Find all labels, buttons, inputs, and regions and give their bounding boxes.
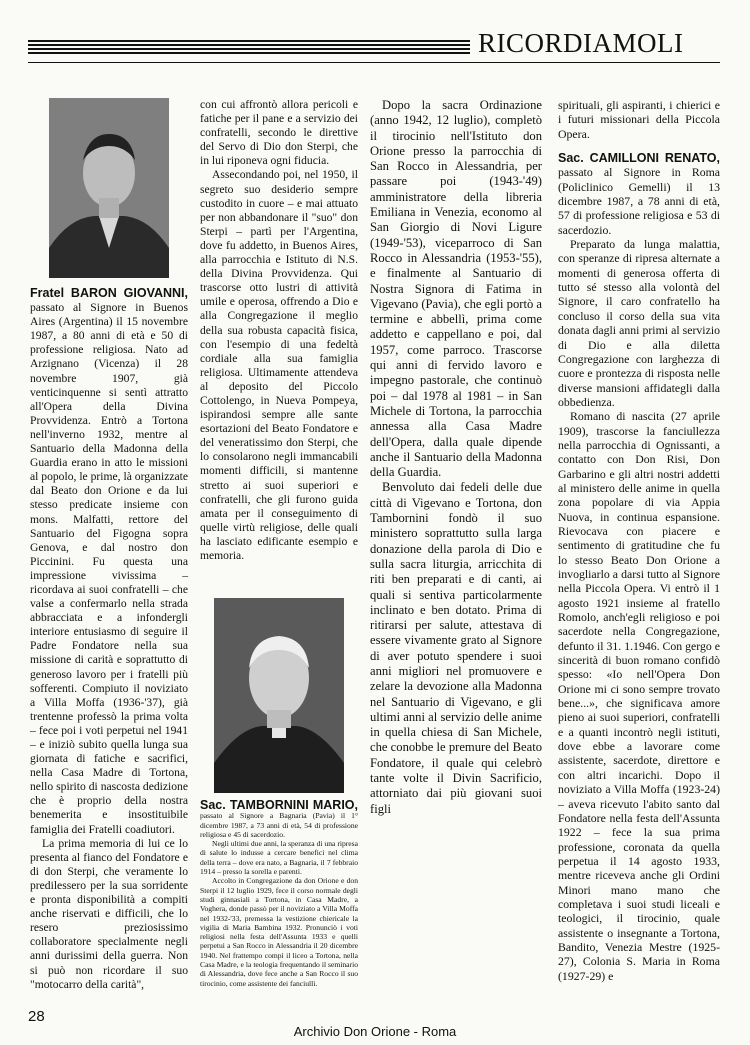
page-number: 28 <box>28 1008 45 1025</box>
portrait-photo-icon <box>49 98 169 278</box>
obituary-paragraph: Assecondando poi, nel 1950, il segreto suo desiderio sempre custodito in cuore – e mai attuato per non abbandonare il "suo" don Sterpi – partì per l'Argentina, dove fu addetto, in Buenos Aires, alla parrocchia e Istituto di N.S. della Divina Provvidenza. Qui trascorse otto lustri di attività umile e operosa, offrendo a Dio e alla Congregazione il meglio della sua robusta capacità fisica, con l'esempio di una fedeltà cordiale alla sua famiglia religiosa. Ultimamente attendeva al deposito del Piccolo Cottolengo, in Nueva Pompeya, ispirandosi sempre alle sante esortazioni del Beato Fondatore e del veneratissimo don Sterpi, che lo consolarono negli immancabili momenti difficili, si mantenne stretto ai suoi superiori e confratelli, che gli furono guida amata per il conseguimento di quelle virtù religiose, delle quali ha lasciato edificante esempio e memoria. <box>200 168 358 562</box>
obituary-paragraph: Dopo la sacra Ordinazione (anno 1942, 12 luglio), completò il tirocinio nell'Istituto don Orione presso la parrocchia di San Rocco in Alessandria, per passare poi (1943-'49) amministratore della libreria Emiliana in Venezia, economo al San Giorgio di Novi Ligure (1949-'53), viceparroco di San Rocco in Alessandria (1953-'55), e finalmente al Santuario di Nostra Signora di Fatima in Vigevano (Pavia), che egli portò a termine e abbellì, prima come addetto e cappellano e poi, dal 1957, come parroco. Trascorse qui anni di fervido lavoro e impegno pastorale, che continuò poi – dal 1978 al 1981 – in San Michele di Tortona, la parrocchia annessa alla Casa Madre dell'Opera, dalla quale dipende anche il Santuario della Madonna della Guardia. <box>370 98 542 480</box>
header-underline <box>28 62 720 63</box>
obituary-paragraph: Benvoluto dai fedeli delle due città di Vigevano e Tortona, don Tambornini fondò il suo ministero soprattutto sulla larga donazione della parola di Dio e sulla sacra liturgia, arricchita di riti ben preparati e di canti, ai quali si sentiva particolarmente inclinato e ben dotato. Prima di ritirarsi per salute, attestava di essere vivamente grato al Signore di aver potuto spendere i suoi anni migliori nel promuovere e zelare la devozione alla Madonna nel Santuario di Vigevano, e gli ultimi anni al servizio delle anime in quella chiesa di San Michele, che conobbe le premure del Beato Fondatore, il quale qui celebrò tante volte il Divin Sacrificio, attorniato dai più giovani suoi figli <box>370 480 542 816</box>
obituary-paragraph: con cui affrontò allora pericoli e fatiche per il pane e a servizio dei confratelli, secondo le direttive del Servo di Dio don Sterpi, che in lui riponeva ogni fiducia. <box>200 98 358 168</box>
column-1 <box>30 98 188 992</box>
obituary-paragraph: Accolto in Congregazione da don Orione e don Sterpi il 12 luglio 1929, fece il corso normale degli studi ginnasiali a Tortona, in Casa Madre, a Voghera, donde passò per il noviziato a Villa Moffa nel 1932-'33, premessa la vestizione chiericale la vigilia di Maria Bambina 1932. Pronunciò i voti religiosi nella festa dell'Assunta 1933 e quelli perpetui a San Rocco in Alessandria il 20 dicembre 1940. Nel frattempo compì il liceo a Tortona, nella Casa Madre, e la teologia frequentando il seminario di Alessandria, dove fece anche a San Rocco il suo tirocinio, come assistente dei fanciulli. <box>200 876 358 988</box>
obituary-paragraph: spirituali, gli aspiranti, i chierici e i futuri missionari della Piccola Opera. <box>558 98 720 141</box>
archive-footer: Archivio Don Orione - Roma <box>293 1024 457 1039</box>
obituary-text: passato al Signore a Bagnaria (Pavia) il 1° dicembre 1987, a 73 anni di età, 54 di professione religiosa e 45 di sacerdozio. <box>200 811 358 839</box>
obituary-text: passato al Signore in Roma (Policlinico Gemelli) il 13 dicembre 1987, a 78 anni di età, 57 di professione religiosa e 53 di sacerdozio. <box>558 165 720 237</box>
obituary-name-baron: Fratel BARON GIOVANNI, <box>30 286 188 300</box>
section-title: RICORDIAMOLI <box>478 28 684 58</box>
column-2-bottom <box>200 598 358 988</box>
obituary-name-camilloni: Sac. CAMILLONI RENATO, <box>558 151 720 166</box>
column-4 <box>558 98 720 983</box>
obituary-name-tambornini: Sac. TAMBORNINI MARIO, <box>200 798 358 812</box>
obituary-text: passato al Signore in Buenos Aires (Argentina) il 15 novembre 1987, a 80 anni di età e 50 di professione religiosa. Nato ad Arzignano (Vicenza) il 28 novembre 1907, già venticinquenne si sentì attratto all'Opera della Divina Provvidenza. Entrò a Tortona nell'inverno 1932, mentre al Santuario della Madonna della Guardia erano in atto le missioni al popolo, le prime, là organizzate dal Beato don Orione e da lui stesso predicate insieme con mons. Malfatti, rettore del Santuario del Figogna sopra Genova, e dal nostro don Piccinini. Fu questa una impressione vivissima – ricordava ai suoi confratelli – che valse a confermarlo nella strada abbracciata e a infondergli interiore entusiasmo di seguire il Padre Fondatore nella sua missione di carità e soprattutto di generoso lavoro per i fratelli più sofferenti. Compiuto il noviziato a Villa Moffa (1936-'37), già trentenne professò la prima volta – fece poi i voti perpetui nel 1941 – e iniziò subito quella lunga sua giornata di fatiche e sacrifici, nella Casa Madre di Tortona, nello spirito di nascosta dedizione che è proprio della nostra benemerita e insostituibile famiglia dei Fratelli coadiutori. <box>30 301 188 836</box>
portrait-photo-icon <box>214 598 344 793</box>
column-3 <box>370 98 542 817</box>
column-2 <box>200 98 358 563</box>
header-rule <box>28 40 470 54</box>
obituary-paragraph: Negli ultimi due anni, la speranza di una ripresa di salute lo indusse a cercare benefici nel clima della terra – dove era nato, a Bagnaria, il 7 febbraio 1914 – presso la sorella e parenti. <box>200 839 358 877</box>
obituary-paragraph: Romano di nascita (27 aprile 1909), trascorse la fanciullezza nella parrocchia di Ognissanti, a contatto con Don Risi, Don Garbarino e gli altri nostri addetti al ministero delle anime in quella zona popolare di via Appia Nuova, in continua espansione. Rievocava con piacere e sentimento di gratitudine che fu lo stesso Beato Don Orione a invogliarlo a darsi tutto al Signore nella Piccola Opera. Vi entrò il 1 agosto 1921 insieme al fratello Romolo, anch'egli religioso e poi sacerdote nella Congregazione, defunto il 31. 1.1946. Con gergo e sincerità di buon romano confidò spesso: «Io nell'Opera Don Orione mi ci sono sempre trovato bene...», che significava amore pieno ai suoi superiori, confratelli e a quanti incontrò negli istituti, dove ebbe a lavorare come assistente, sacerdote, direttore e con altri incarichi. Dopo il noviziato a Villa Moffa (1923-24) – aveva ricevuto l'abito santo dal Fondatore nella festa dell'Assunta 1922 – fece la sua prima professione, coronata da quella perpetua il 14 agosto 1933, mentre riceveva anche gli Ordini Minori mano mano che completava i suoi studi liceali e teologici, il tirocinio, quale assistente o insegnante a Tortona, Bandito, Venezia Mestre (1925-27), Colonia S. Maria in Roma (1927-29) e <box>558 409 720 983</box>
obituary-paragraph: Preparato da lunga malattia, con speranze di ripresa alternate a momenti di generosa offerta di tutto sé stesso alla volontà del Signore, il caro confratello ha concluso il corso della sua vita donata dagli anni primi al servizio di Dio e alla diletta Congregazione con larghezza di cuore e prontezza di risposta nelle diverse mansioni affidategli dalla obbedienza. <box>558 237 720 409</box>
obituary-paragraph: La prima memoria di lui ce lo presenta al fianco del Fondatore e di don Sterpi, che veramente lo predilessero per la sua sorridente e pronta disponibilità a compiti anche riservati e difficili, che lo resero preziosissimo collaboratore specialmente negli anni durissimi della guerra. Non si può non ricordare il suo "motocarro della carità", <box>30 836 188 991</box>
portrait-tambornini-mario <box>214 598 344 793</box>
portrait-baron-giovanni <box>49 98 169 278</box>
